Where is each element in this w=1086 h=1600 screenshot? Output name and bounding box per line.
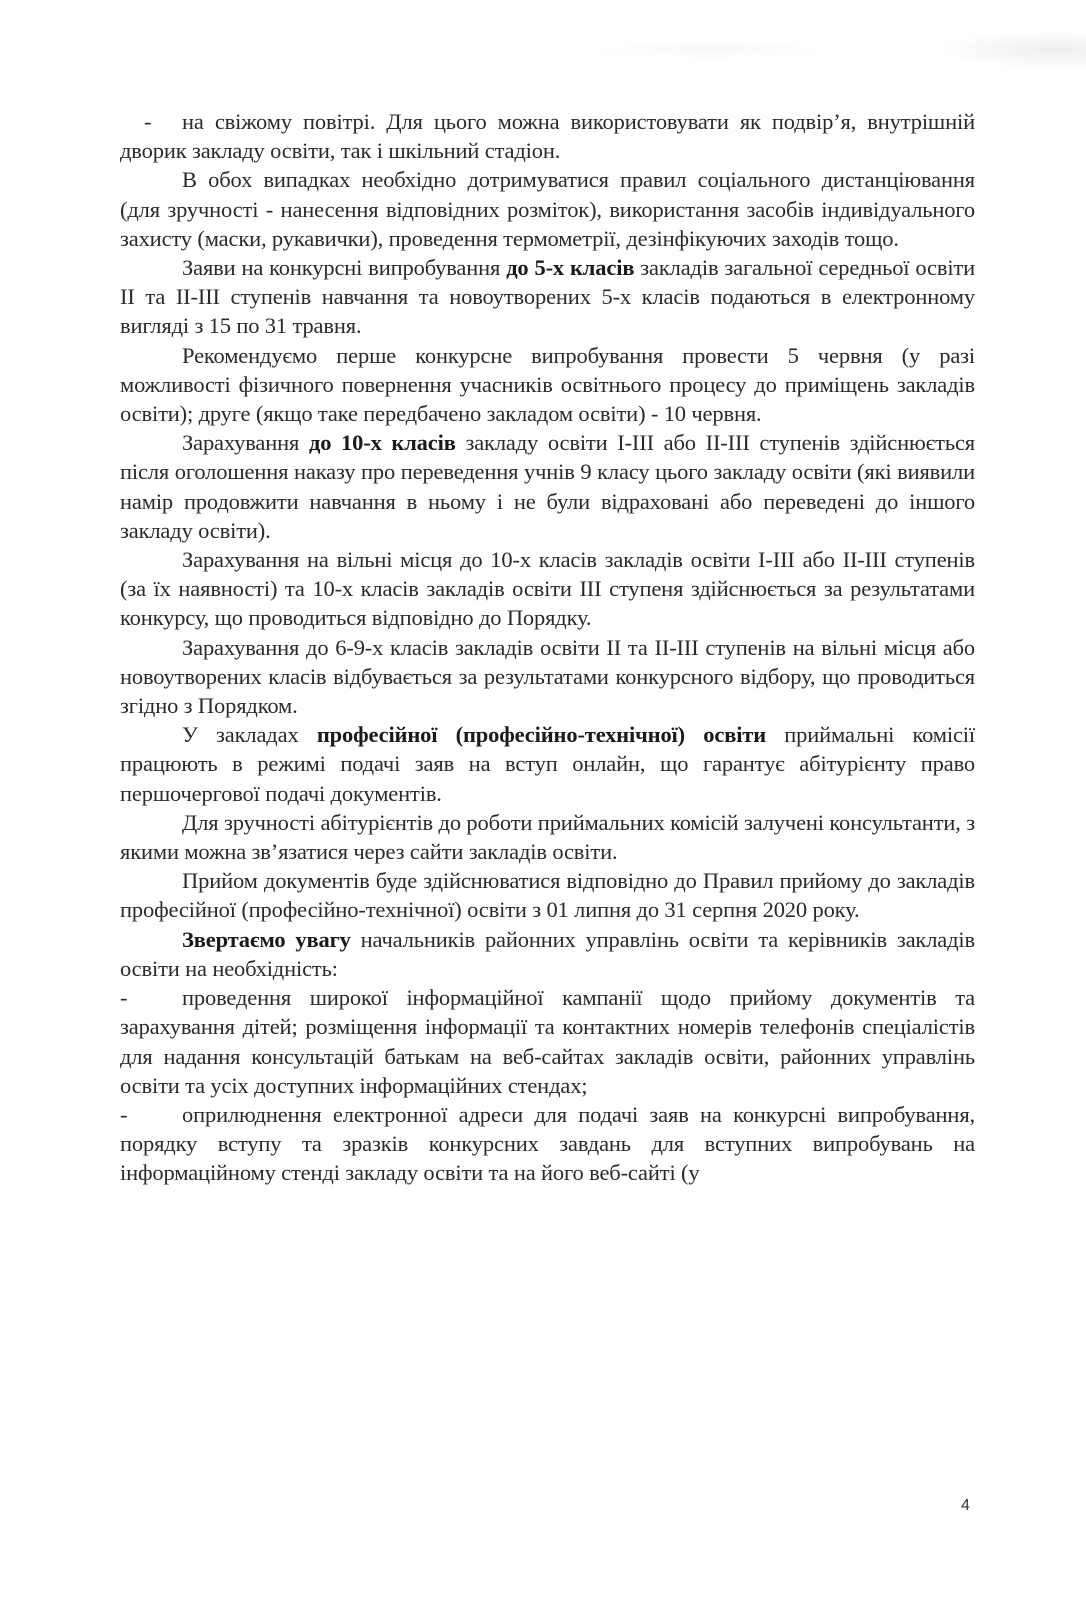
paragraph [120, 866, 975, 924]
paragraph-text: В обох випадках необхідно дотримуватися правил соціального дистанціювання (для зручності - нанесення відповідних розміток), використання засобів індивідуального захисту (маски, рукавички), проведення термометрії, дезінфікуючих заходів тощо. [120, 167, 975, 251]
paragraph-text: У закладах [182, 722, 317, 748]
page-number: 4 [961, 1497, 970, 1514]
dash-bullet: - [120, 985, 128, 1011]
paragraph-text: приймальні комісії працюють в режимі подачі заяв на вступ онлайн, що гарантує абітурієнту право першочергової подачі документів. [120, 722, 975, 806]
paragraph [120, 633, 975, 721]
paragraph [120, 428, 975, 545]
paragraph-text: закладів загальної середньої освіти II та II-III ступенів навчання та новоутворених 5-х класів подаються в електронному вигляді з 15 по 31 травня. [120, 255, 976, 339]
paragraph [120, 808, 975, 866]
scan-artifact [590, 40, 830, 60]
paragraph-text: на свіжому повітрі. Для цього можна використовувати як подвір’я, внутрішній дворик закладу освіти, так і шкільний стадіон. [120, 109, 975, 164]
list-item [120, 983, 975, 1100]
scan-artifact [936, 30, 1086, 70]
paragraph-text: Зарахування [182, 430, 309, 456]
paragraph-text: оприлюднення електронної адреси для подачі заяв на конкурсні випробування, порядку вступу та зразків конкурсних завдань для вступних випробувань на інформаційному стенді закладу освіти та на його веб-сайті (у [120, 1101, 975, 1186]
dash-bullet: - [120, 1101, 128, 1127]
paragraph [120, 720, 975, 808]
paragraph-text: Рекомендуємо перше конкурсне випробування провести 5 червня (у разі можливості фізичного повернення учасників освітнього процесу до приміщень закладів освіти); друге (якщо таке передбачено закладом освіти) - 10 червня. [120, 342, 975, 427]
paragraph-text: Зарахування на вільні місця до 10-х класів закладів освіти І-ІІІ або ІІ-ІІІ ступенів (за їх наявності) та 10-х класів закладів освіти ІІІ ступеня здійснюється за результатами конкурсу, що проводиться відповідно до Порядку. [120, 547, 975, 631]
bold-emphasis: професійної (професійно-технічної) освіти [316, 722, 767, 748]
paragraph [120, 925, 975, 983]
paragraph [120, 253, 975, 341]
bold-emphasis: Звертаємо увагу [182, 926, 351, 952]
paragraph-text: проведення широкої інформаційної кампанії щодо прийому документів та зарахування дітей; розміщення інформації та контактних номерів телефонів спеціалістів для надання консультацій батькам на веб-сайтах закладів освіти, районних управлінь освіти та усіх доступних інформаційних стендах; [120, 985, 975, 1098]
paragraph [120, 341, 975, 429]
paragraph-dash-continuation [120, 107, 975, 165]
paragraph-text: Заяви на конкурсні випробування [182, 255, 507, 281]
dash-bullet: - [144, 109, 152, 134]
bold-emphasis: до 5-х класів [506, 255, 635, 281]
paragraph [120, 165, 975, 253]
paragraph-text: закладу освіти І-ІІІ або ІІ-ІІІ ступенів здійснюється після оголошення наказу про переведення учнів 9 класу цього закладу освіти (які виявили намір продовжити навчання в ньому і не були відраховані або переведені до іншого закладу освіти). [120, 430, 975, 543]
paragraph [120, 545, 975, 633]
paragraph-text: начальників районних управлінь освіти та керівників закладів освіти на необхідність: [120, 926, 975, 981]
paragraph-text: Зарахування до 6-9-х класів закладів освіти ІІ та ІІ-ІІІ ступенів на вільні місця або новоутворених класів відбувається за результатами конкурсного відбору, що проводиться згідно з Порядком. [120, 634, 975, 719]
paragraph-text: Прийом документів буде здійснюватися відповідно до Правил прийому до закладів професійної (професійно-технічної) освіти з 01 липня до 31 серпня 2020 року. [120, 868, 975, 923]
paragraph-text: Для зручності абітурієнтів до роботи приймальних комісій залучені консультанти, з якими можна зв’язатися через сайти закладів освіти. [120, 809, 975, 865]
list-item [120, 1100, 975, 1188]
document-page [120, 107, 975, 1188]
bold-emphasis: до 10-х класів [308, 430, 456, 456]
